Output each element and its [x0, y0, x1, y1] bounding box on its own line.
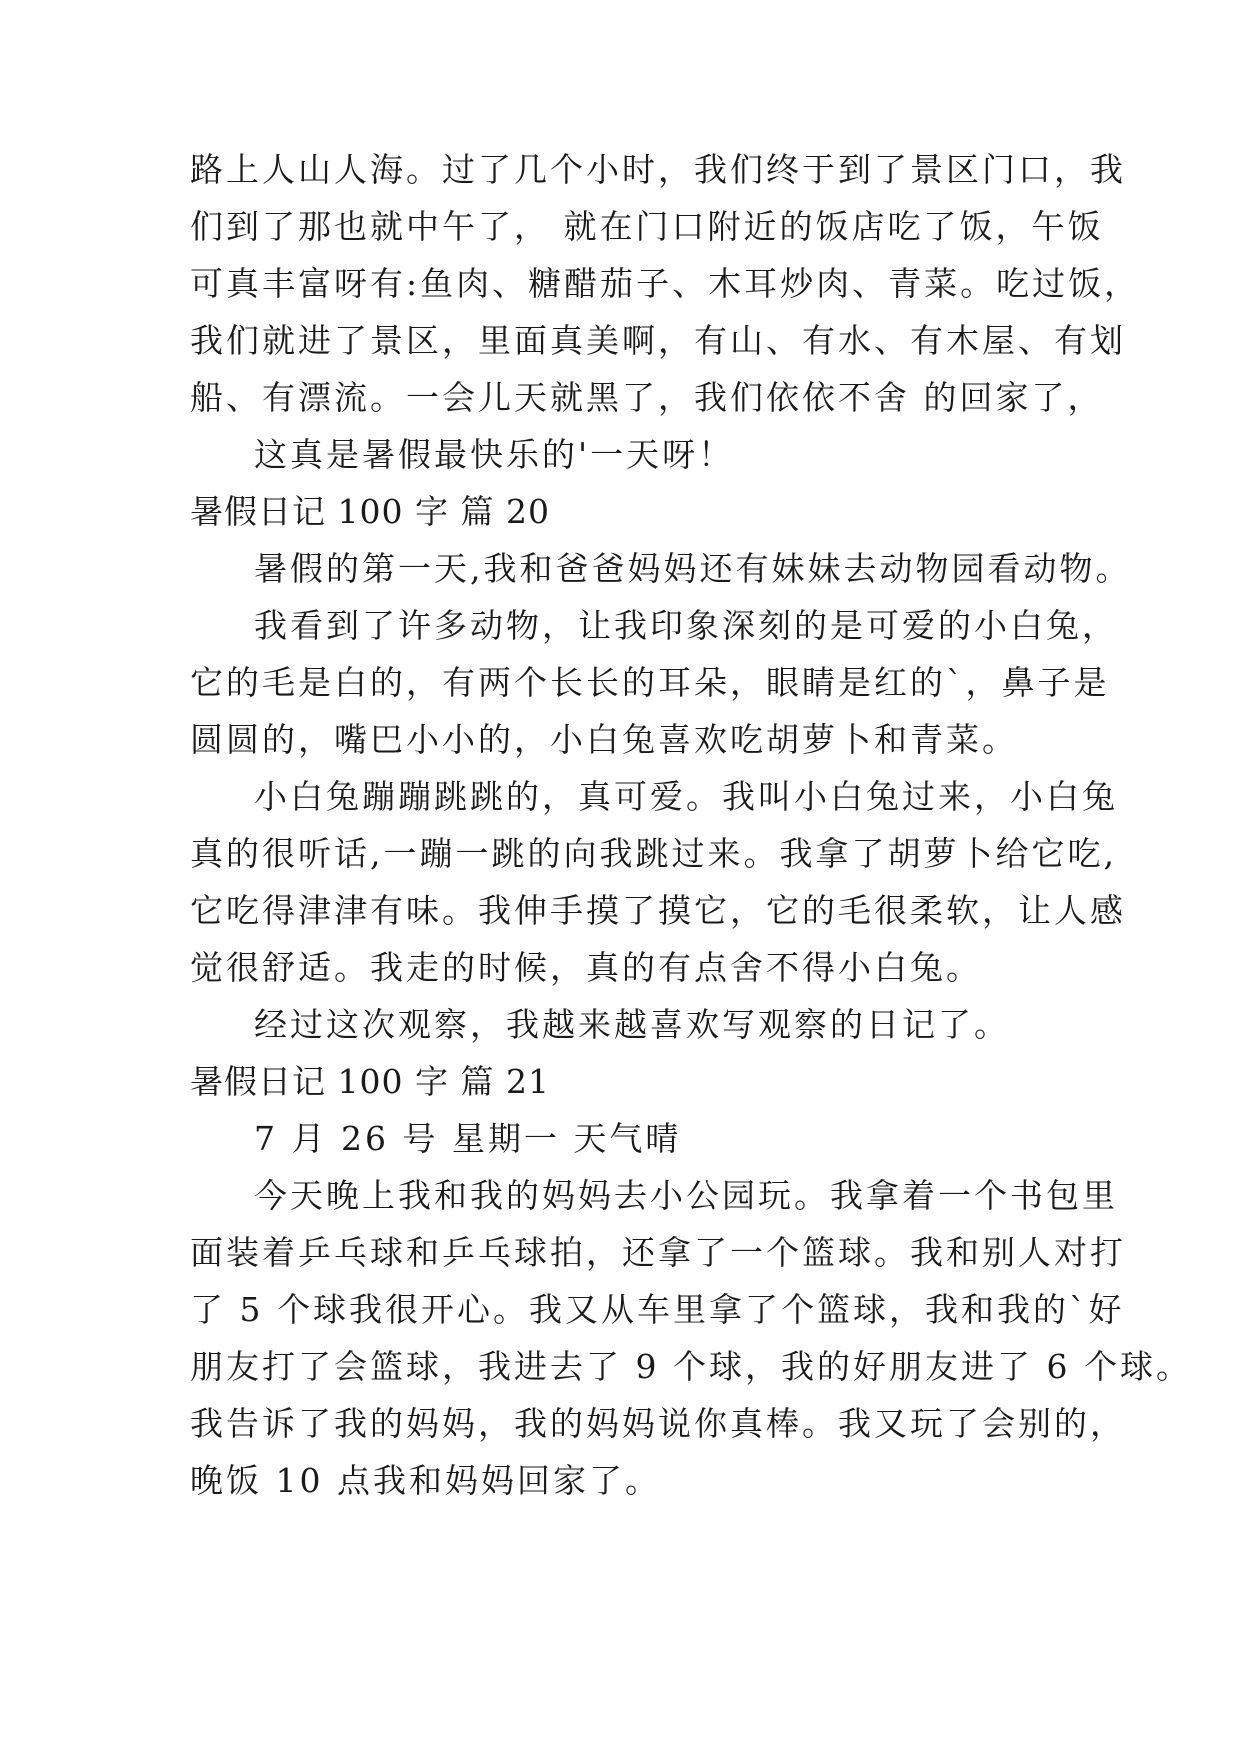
paragraph-line: 晚饭 10 点我和妈妈回家了。	[190, 1461, 661, 1500]
paragraph-line: 可真丰富呀有:鱼肉、糖醋茄子、木耳炒肉、青菜。吃过饭，	[190, 264, 1141, 303]
section-heading: 暑假日记 100 字 篇 21	[190, 1062, 550, 1101]
paragraph-line: 我告诉了我的妈妈，我的妈妈说你真棒。我又玩了会别的，	[190, 1404, 1126, 1443]
paragraph-line: 圆圆的，嘴巴小小的，小白兔喜欢吃胡萝卜和青菜。	[190, 720, 1018, 759]
paragraph-line: 面装着乒乓球和乒乓球拍，还拿了一个篮球。我和别人对打	[190, 1233, 1126, 1272]
paragraph-line: 它的毛是白的，有两个长长的耳朵，眼睛是红的`，鼻子是	[190, 663, 1110, 702]
paragraph-line: 这真是暑假最快乐的'一天呀！	[254, 435, 735, 474]
section-heading: 暑假日记 100 字 篇 20	[190, 492, 550, 531]
paragraph-line: 真的很听话,一蹦一跳的向我跳过来。我拿了胡萝卜给它吃,	[190, 834, 1117, 873]
paragraph-line: 经过这次观察，我越来越喜欢写观察的日记了。	[254, 1005, 1010, 1044]
paragraph-line: 暑假的第一天,我和爸爸妈妈还有妹妹去动物园看动物。	[254, 549, 1132, 588]
paragraph-line: 今天晚上我和我的妈妈去小公园玩。我拿着一个书包里	[254, 1176, 1118, 1215]
paragraph-line: 路上人山人海。过了几个小时，我们终于到了景区门口，我	[190, 150, 1126, 189]
paragraph-line: 了 5 个球我很开心。我又从车里拿了个篮球，我和我的`好	[190, 1290, 1125, 1329]
paragraph-line: 小白兔蹦蹦跳跳的，真可爱。我叫小白兔过来，小白兔	[254, 777, 1118, 816]
paragraph-line: 我们就进了景区，里面真美啊，有山、有水、有木屋、有划	[190, 321, 1126, 360]
paragraph-line: 我看到了许多动物，让我印象深刻的是可爱的小白兔，	[254, 606, 1118, 645]
paragraph-line: 觉很舒适。我走的时候，真的有点舍不得小白兔。	[190, 948, 982, 987]
paragraph-line: 它吃得津津有味。我伸手摸了摸它，它的毛很柔软，让人感	[190, 891, 1126, 930]
paragraph-line: 船、有漂流。一会儿天就黑了，我们依依不舍 的回家了，	[190, 378, 1104, 417]
paragraph-line: 朋友打了会篮球，我进去了 9 个球，我的好朋友进了 6 个球。	[190, 1347, 1192, 1386]
date-line: 7 月 26 号 星期一 天气晴	[254, 1119, 682, 1158]
paragraph-line: 们到了那也就中午了， 就在门口附近的饭店吃了饭，午饭	[190, 207, 1104, 246]
